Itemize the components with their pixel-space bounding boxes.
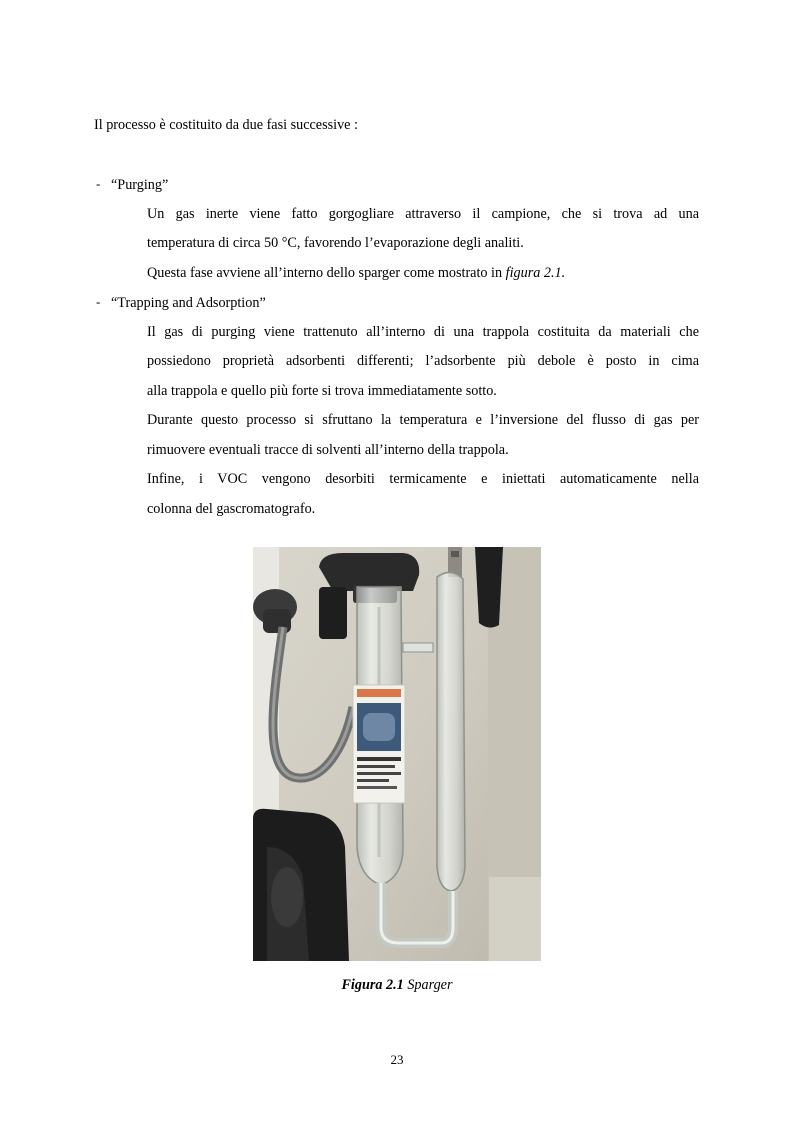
paragraph-line: Un gas inerte viene fatto gorgogliare attraverso il campione, che si trova ad una <box>147 206 699 222</box>
paragraph-line: Infine, i VOC vengono desorbiti termicamente e iniettati automaticamente nella <box>147 471 699 487</box>
paragraph-line: Il gas di purging viene trattenuto all’interno di una trappola costituita da materiali che <box>147 324 699 340</box>
page-number: 23 <box>390 1052 404 1067</box>
paragraph-line: alla trappola e quello più forte si trova immediatamente sotto. <box>147 383 497 399</box>
paragraph-text: Questa fase avviene all’interno dello sparger come mostrato in <box>147 265 506 281</box>
figure-label: Figura 2.1 <box>341 977 404 993</box>
intro-paragraph: Il processo è costituito da due fasi successive : <box>94 117 358 133</box>
paragraph-line: temperatura di circa 50 °C, favorendo l’evaporazione degli analiti. <box>147 235 524 251</box>
paragraph-line: Durante questo processo si sfruttano la temperatura e l’inversione del flusso di gas per <box>147 412 699 428</box>
paragraph-line: rimuovere eventuali tracce di solventi all’interno della trappola. <box>147 442 509 458</box>
section-title-purging: “Purging” <box>111 177 169 193</box>
paragraph-line: colonna del gascromatografo. <box>147 501 316 517</box>
figure-reference: figura 2.1 <box>505 265 562 281</box>
paragraph-line: possiedono proprietà adsorbenti differenti; l’adsorbente più debole è posto in cima <box>147 353 699 369</box>
paragraph-line-with-reference <box>147 265 699 282</box>
figure-caption <box>0 977 794 994</box>
figure-caption-text: Sparger <box>407 977 453 993</box>
bullet-marker: - <box>96 176 101 191</box>
bullet-marker: - <box>96 294 101 309</box>
section-title-trapping: “Trapping and Adsorption” <box>111 295 266 311</box>
figure-reference-suffix: . <box>561 265 566 281</box>
sparger-photo <box>253 547 541 961</box>
